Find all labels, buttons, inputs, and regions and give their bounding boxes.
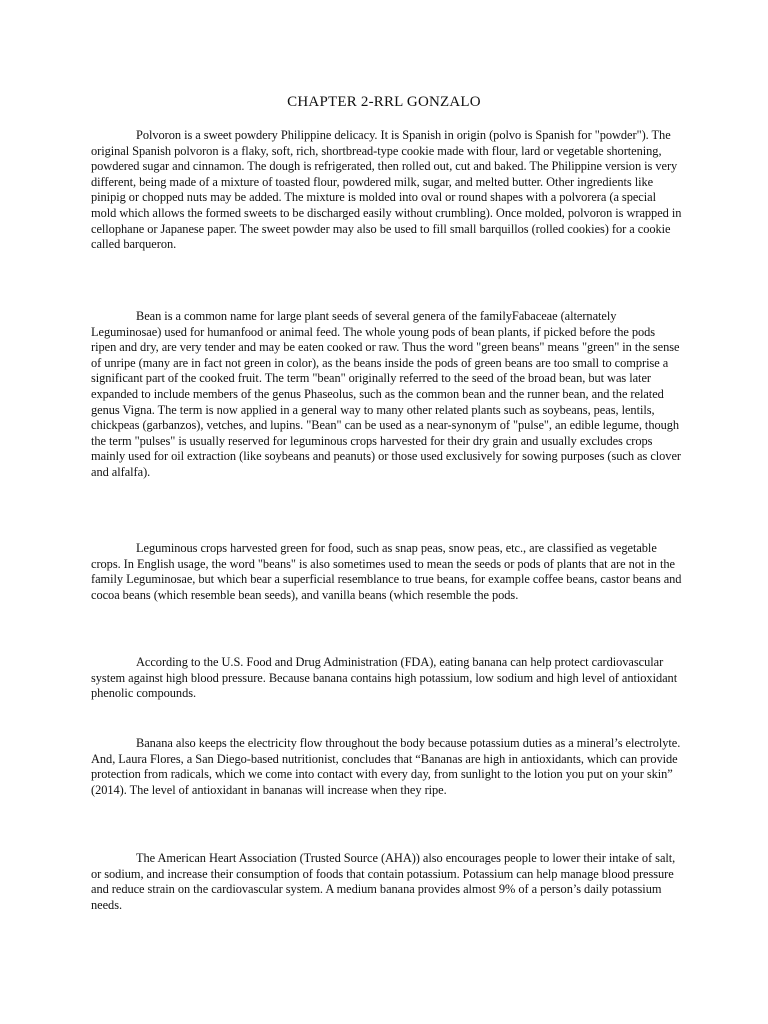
paragraph-banana-electrolyte: Banana also keeps the electricity flow throughout the body because potassium duties as a mineral’s electrolyte. And, Laura Flores, a San Diego-based nutritionist, concludes that “Bananas are high in antioxidants, which can provide protection from radicals, which we come into contact with every day, from sunlight to the lotion you put on your skin” (2014). The level of antioxidant in bananas will increase when they ripe.	[91, 736, 681, 797]
page-title: CHAPTER 2-RRL GONZALO	[287, 94, 481, 110]
paragraph-bean: Bean is a common name for large plant seeds of several genera of the familyFabaceae (alternately Leguminosae) used for humanfood or animal feed. The whole young pods of bean plants, if picked before the pods ripen and dry, are very tender and may be eaten cooked or raw. Thus the word "green beans" means "green" in the sense of unripe (many are in fact not green in color), as the beans inside the pods of green beans are too small to comprise a significant part of the cooked fruit. The term "bean" originally referred to the seed of the broad bean, but was later expanded to include members of the genus Phaseolus, such as the common bean and the runner bean, and the related genus Vigna. The term is now applied in a general way to many other related plants such as soybeans, peas, lentils, chickpeas (garbanzos), vetches, and lupins. "Bean" can be used as a near-synonym of "pulse", an edible legume, though the term "pulses" is usually reserved for leguminous crops harvested for their dry grain and usually excludes crops mainly used for oil extraction (like soybeans and peanuts) or those used exclusively for sowing purposes (such as clover and alfalfa).	[91, 309, 681, 479]
paragraph-polvoron: Polvoron is a sweet powdery Philippine delicacy. It is Spanish in origin (polvo is Spanish for "powder"). The original Spanish polvoron is a flaky, soft, rich, shortbread-type cookie made with flour, lard or vegetable shortening, powdered sugar and cinnamon. The dough is refrigerated, then rolled out, cut and baked. The Philippine version is very different, being made of a mixture of toasted flour, powdered milk, sugar, and melted butter. Other ingredients like pinipig or chopped nuts may be added. The mixture is molded into oval or round shapes with a polvorera (a special mold which allows the formed sweets to be discharged easily without crumbling). Once molded, polvoron is wrapped in cellophane or Japanese paper. The sweet powder may also be used to fill small barquillos (rolled cookies) for a cookie called barqueron.	[91, 128, 682, 252]
paragraph-fda-banana: According to the U.S. Food and Drug Administration (FDA), eating banana can help protect cardiovascular system against high blood pressure. Because banana contains high potassium, low sodium and high level of antioxidant phenolic compounds.	[91, 655, 678, 701]
paragraph-aha-potassium: The American Heart Association (Trusted Source (AHA)) also encourages people to lower their intake of salt, or sodium, and increase their consumption of foods that contain potassium. Potassium can help manage blood pressure and reduce strain on the cardiovascular system. A medium banana provides almost 9% of a person’s daily potassium needs.	[91, 851, 676, 912]
paragraph-leguminous-crops: Leguminous crops harvested green for food, such as snap peas, snow peas, etc., are classified as vegetable crops. In English usage, the word "beans" is also sometimes used to mean the seeds or pods of plants that are not in the family Leguminosae, but which bear a superficial resemblance to true beans, for example coffee beans, castor beans and cocoa beans (which resemble bean seeds), and vanilla beans (which resemble the pods.	[91, 541, 682, 602]
